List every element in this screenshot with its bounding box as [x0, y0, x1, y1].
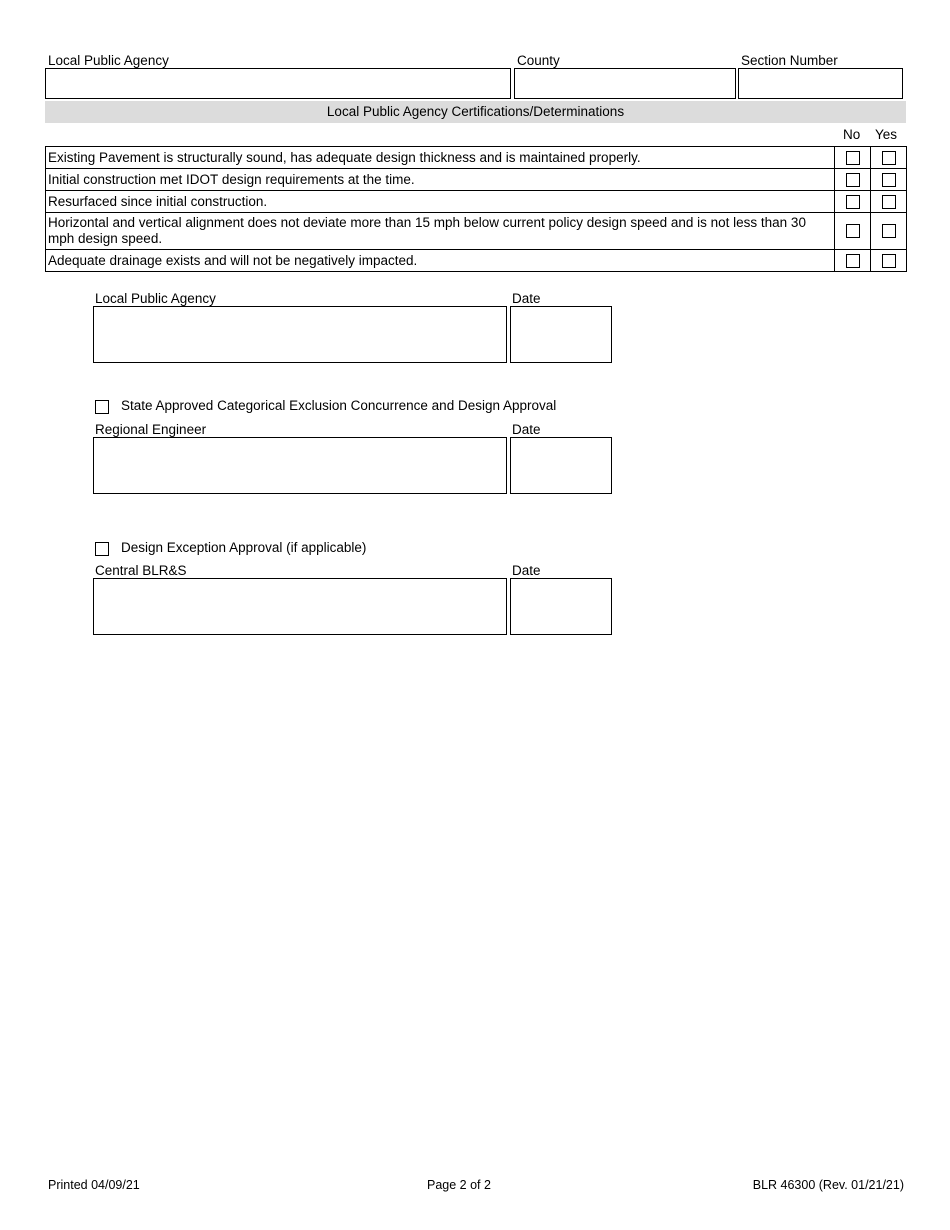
lpa-signature-field[interactable] [93, 306, 507, 363]
yes-column-header: Yes [875, 127, 898, 142]
design-exception-checkbox[interactable] [95, 542, 109, 556]
county-input[interactable] [514, 68, 736, 99]
certifications-table [45, 146, 907, 272]
certification-text: Horizontal and vertical alignment does not deviate more than 15 mph below current policy design speed and is not less than 30 mph design speed. [46, 213, 835, 250]
section-number-input[interactable] [738, 68, 903, 99]
certification-text: Existing Pavement is structurally sound, has adequate design thickness and is maintained properly. [46, 147, 835, 169]
county-label: County [517, 53, 560, 68]
no-checkbox[interactable] [846, 173, 860, 187]
state-approval-checkbox[interactable] [95, 400, 109, 414]
yes-checkbox[interactable] [882, 195, 896, 209]
table-row [46, 250, 907, 272]
table-row [46, 169, 907, 191]
agency-input[interactable] [45, 68, 511, 99]
yes-checkbox[interactable] [882, 173, 896, 187]
regional-engineer-label: Regional Engineer [95, 422, 207, 437]
certification-text: Initial construction met IDOT design requirements at the time. [46, 169, 835, 191]
printed-date: Printed 04/09/21 [48, 1178, 140, 1192]
page-number: Page 2 of 2 [427, 1178, 491, 1192]
form-id: BLR 46300 (Rev. 01/21/21) [752, 1178, 904, 1192]
regional-engineer-signature-field[interactable] [93, 437, 507, 494]
table-row [46, 147, 907, 169]
yes-checkbox[interactable] [882, 254, 896, 268]
no-column-header: No [843, 127, 861, 142]
agency-label: Local Public Agency [48, 53, 169, 68]
certification-text: Resurfaced since initial construction. [46, 191, 835, 213]
yes-checkbox[interactable] [882, 224, 896, 238]
central-blrs-label: Central BLR&S [95, 563, 187, 578]
table-row [46, 191, 907, 213]
no-checkbox[interactable] [846, 195, 860, 209]
lpa-signature-label: Local Public Agency [95, 291, 216, 306]
section-number-label: Section Number [741, 53, 838, 68]
table-row [46, 213, 907, 250]
central-date-label: Date [512, 563, 541, 578]
no-checkbox[interactable] [846, 254, 860, 268]
lpa-date-field[interactable] [510, 306, 612, 363]
central-blrs-signature-field[interactable] [93, 578, 507, 635]
yes-checkbox[interactable] [882, 151, 896, 165]
state-approval-label: State Approved Categorical Exclusion Concurrence and Design Approval [121, 398, 557, 413]
certification-text: Adequate drainage exists and will not be negatively impacted. [46, 250, 835, 272]
regional-date-label: Date [512, 422, 541, 437]
regional-date-field[interactable] [510, 437, 612, 494]
no-checkbox[interactable] [846, 151, 860, 165]
design-exception-label: Design Exception Approval (if applicable) [121, 540, 367, 555]
certifications-title: Local Public Agency Certifications/Determinations [45, 101, 906, 123]
no-checkbox[interactable] [846, 224, 860, 238]
central-date-field[interactable] [510, 578, 612, 635]
lpa-date-label: Date [512, 291, 541, 306]
